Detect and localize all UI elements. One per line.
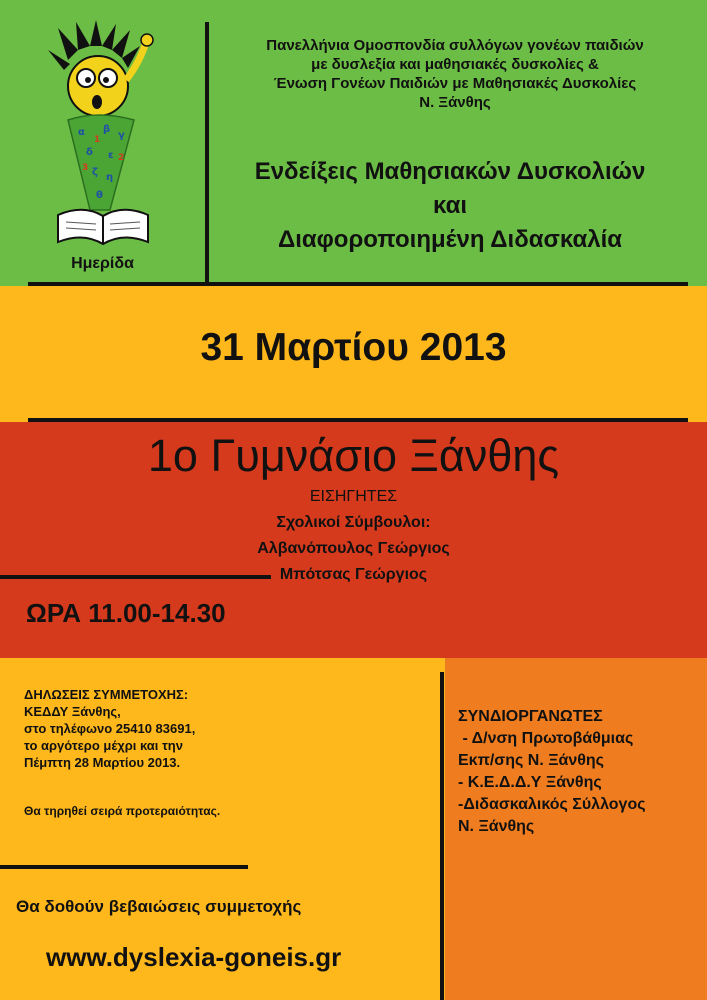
organizers-line: Πανελλήνια Ομοσπονδία συλλόγων γονέων παιδιών bbox=[266, 37, 644, 54]
certificates-note: Θα δοθούν βεβαιώσεις συμμετοχής bbox=[16, 897, 302, 916]
event-time: ΩΡΑ 11.00-14.30 bbox=[26, 598, 226, 628]
organizers-line: με δυσλεξία και μαθησιακές δυσκολίες & bbox=[311, 56, 599, 73]
event-type-label: Ημερίδα bbox=[71, 255, 134, 272]
co-organizer-line: Εκπ/σης Ν. Ξάνθης bbox=[458, 752, 604, 769]
speakers-heading: ΕΙΣΗΓΗΤΕΣ bbox=[309, 488, 398, 505]
registration-line: ΚΕΔΔΥ Ξάνθης, bbox=[24, 704, 121, 719]
co-organizer-line: -Διδασκαλικός Σύλλογος bbox=[458, 796, 646, 813]
organizers-block bbox=[215, 36, 695, 112]
website-link[interactable]: www.dyslexia-goneis.gr bbox=[46, 942, 342, 972]
co-organizer-line: Ν. Ξάνθης bbox=[458, 818, 535, 835]
registration-block bbox=[24, 686, 424, 771]
svg-text:1: 1 bbox=[94, 135, 101, 145]
title-line: Ενδείξεις Μαθησιακών Δυσκολιών bbox=[254, 158, 646, 185]
svg-text:β: β bbox=[103, 124, 111, 135]
co-organizers-heading: ΣΥΝΔΙΟΡΓΑΝΩΤΕΣ bbox=[458, 708, 603, 725]
speakers-block bbox=[0, 484, 707, 588]
speaker-name: Μπότσας Γεώργιος bbox=[279, 566, 428, 583]
registration-heading: ΔΗΛΩΣΕΙΣ ΣΥΜΜΕΤΟΧΗΣ: bbox=[24, 687, 189, 702]
date-bottom-divider bbox=[28, 418, 688, 422]
svg-text:ε: ε bbox=[108, 150, 114, 161]
svg-text:3: 3 bbox=[82, 163, 89, 173]
bottom-vertical-divider bbox=[440, 672, 444, 1000]
venue-name: 1ο Γυμνάσιο Ξάνθης bbox=[147, 430, 560, 481]
svg-text:η: η bbox=[106, 172, 114, 183]
title-line: Διαφοροποιημένη Διδασκαλία bbox=[277, 226, 623, 253]
co-organizers-block bbox=[458, 706, 703, 838]
co-organizer-line: - Δ/νση Πρωτοβάθμιας bbox=[458, 730, 634, 747]
co-organizer-line: - Κ.Ε.Δ.Δ.Υ Ξάνθης bbox=[458, 774, 602, 791]
svg-text:δ: δ bbox=[86, 147, 93, 158]
cartoon-child-logo-icon bbox=[48, 20, 158, 250]
svg-text:θ: θ bbox=[96, 190, 103, 201]
svg-text:α: α bbox=[78, 127, 85, 138]
speaker-name: Αλβανόπουλος Γεώργιος bbox=[257, 540, 450, 557]
organizers-line: Ένωση Γονέων Παιδιών με Μαθησιακές Δυσκολίες bbox=[273, 75, 637, 92]
organizers-line: Ν. Ξάνθης bbox=[419, 94, 491, 111]
open-book-icon bbox=[58, 210, 148, 244]
event-title bbox=[205, 155, 695, 257]
registration-divider bbox=[0, 865, 248, 869]
title-line: και bbox=[432, 192, 467, 219]
speakers-role: Σχολικοί Σύμβουλοι: bbox=[276, 514, 431, 531]
registration-line: στο τηλέφωνο 25410 83691, bbox=[24, 721, 196, 736]
event-date: 31 Μαρτίου 2013 bbox=[200, 326, 507, 369]
registration-line: το αργότερο μέχρι και την bbox=[24, 738, 183, 753]
svg-text:ζ: ζ bbox=[92, 167, 98, 178]
registration-line: Πέμπτη 28 Μαρτίου 2013. bbox=[24, 755, 181, 770]
priority-note: Θα τηρηθεί σειρά προτεραιότητας. bbox=[24, 804, 221, 818]
svg-text:γ: γ bbox=[118, 130, 125, 141]
header-bottom-divider bbox=[28, 282, 688, 286]
svg-text:2: 2 bbox=[118, 153, 125, 163]
